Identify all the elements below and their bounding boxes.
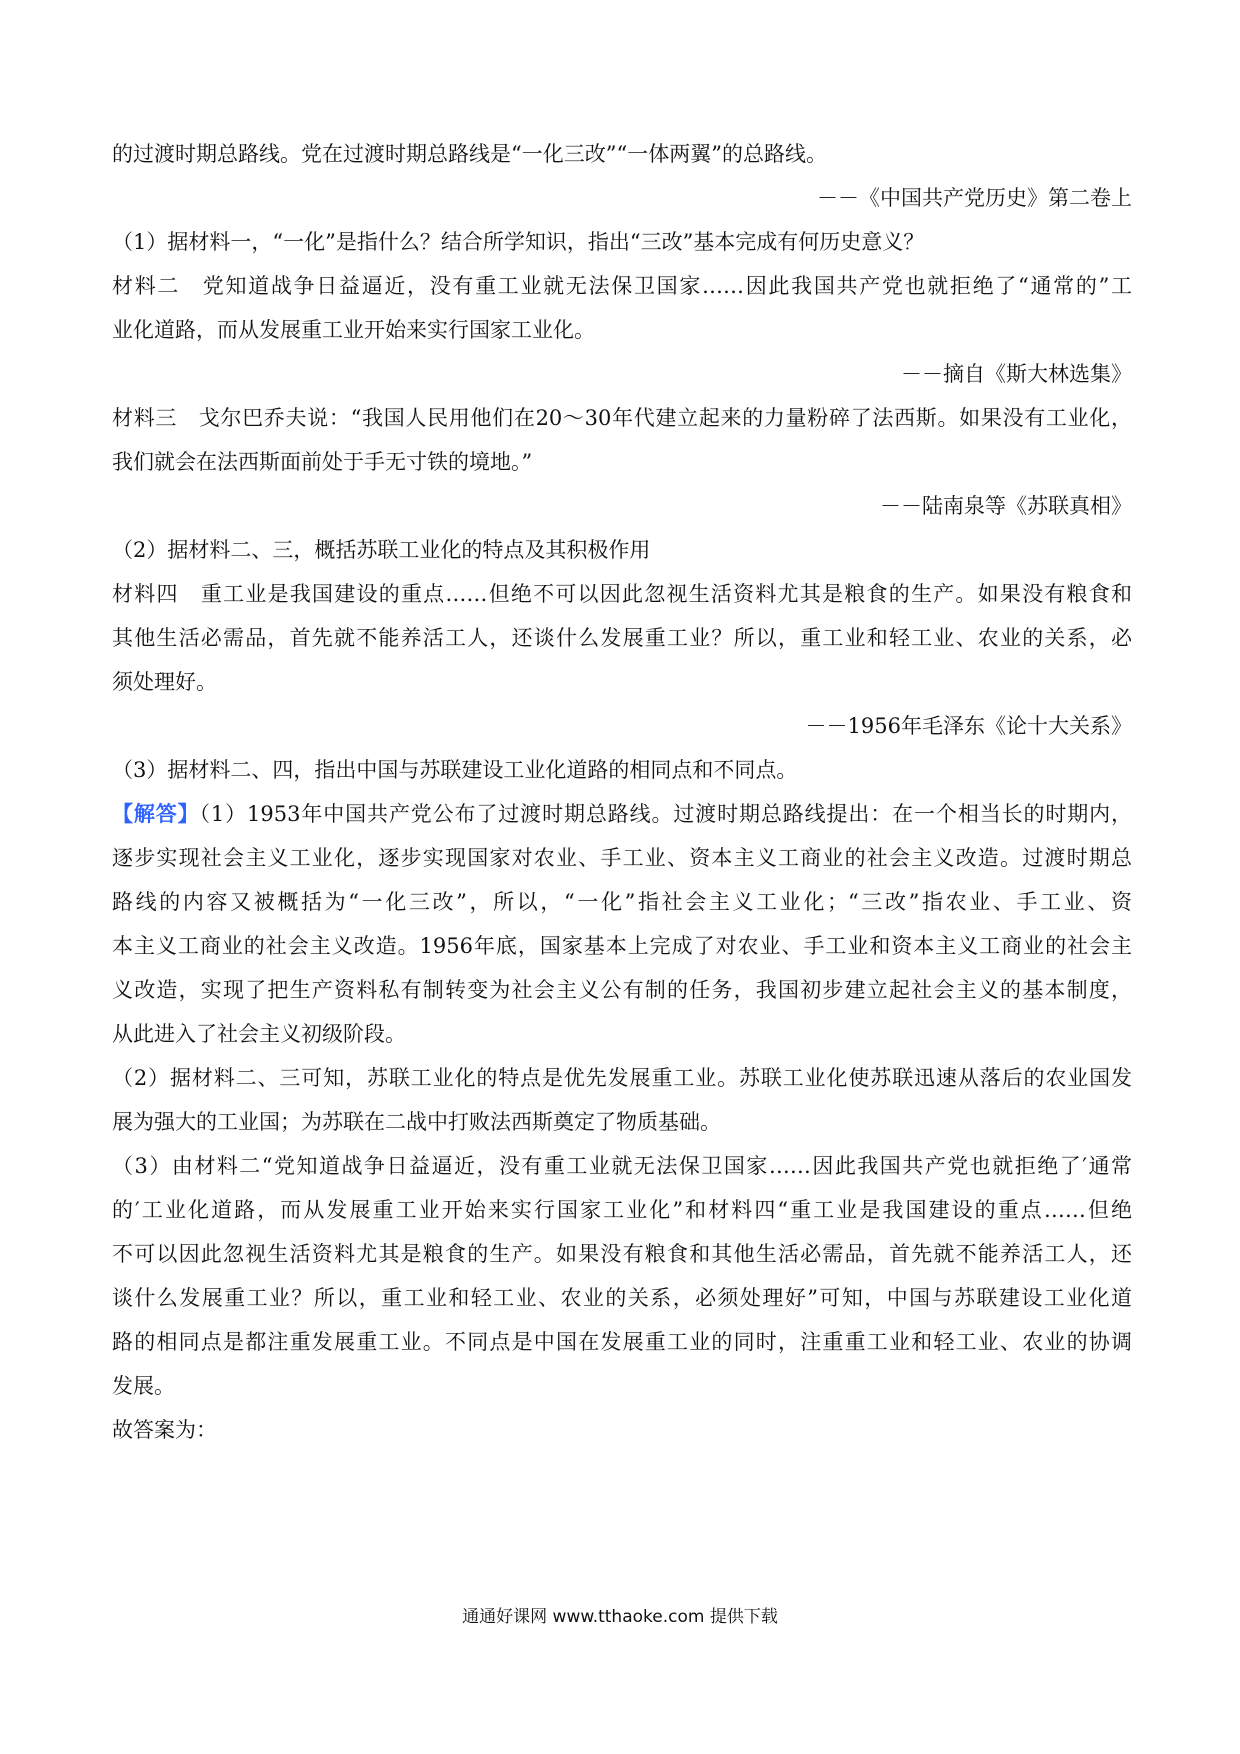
question-3: （3）据材料二、四，指出中国与苏联建设工业化道路的相同点和不同点。 — [112, 758, 798, 782]
answer-text: （1）1953年中国共产党公布了过渡时期总路线。过渡时期总路线提出：在一个相当长的时期内， — [199, 802, 1132, 826]
source-citation: －－《中国共产党历史》第二卷上 — [817, 186, 1132, 210]
answer-line: 从此进入了社会主义初级阶段。 — [112, 1022, 406, 1046]
answer-line: 不可以因此忽视生活资料尤其是粮食的生产。如果没有粮食和其他生活必需品，首先就不能养活工人，还 — [112, 1242, 1132, 1266]
answer-line: 的′工业化道路，而从发展重工业开始来实行国家工业化”和材料四“重工业是我国建设的重点……但绝 — [112, 1198, 1132, 1222]
source-citation: －－陆南泉等《苏联真相》 — [880, 494, 1132, 518]
answer-line: （3）由材料二“党知道战争日益逼近，没有重工业就无法保卫国家……因此我国共产党也就拒绝了′通常 — [112, 1154, 1132, 1178]
answer-line: 谈什么发展重工业？所以，重工业和轻工业、农业的关系，必须处理好”可知，中国与苏联建设工业化道 — [112, 1286, 1132, 1310]
answer-tag: 【解答】 — [112, 801, 200, 826]
answer-line: 路线的内容又被概括为“一化三改”，所以，“一化”指社会主义工业化；“三改”指农业、手工业、资 — [112, 890, 1132, 914]
material-4-line: 须处理好。 — [112, 670, 217, 694]
answer-line: 发展。 — [112, 1374, 175, 1398]
answer-line: 本主义工商业的社会主义改造。1956年底，国家基本上完成了对农业、手工业和资本主义工商业的社会主 — [112, 934, 1132, 958]
question-1: （1）据材料一，“一化”是指什么？结合所学知识，指出“三改”基本完成有何历史意义？ — [112, 230, 925, 254]
answer-line — [112, 800, 1132, 828]
material-2-line: 材料二 党知道战争日益逼近，没有重工业就无法保卫国家……因此我国共产党也就拒绝了“通常的”工 — [112, 274, 1132, 298]
final-answer-label: 故答案为： — [112, 1418, 217, 1442]
source-citation: －－摘自《斯大林选集》 — [901, 362, 1132, 386]
answer-line: （2）据材料二、三可知，苏联工业化的特点是优先发展重工业。苏联工业化使苏联迅速从落后的农业国发 — [112, 1066, 1132, 1090]
answer-line: 展为强大的工业国；为苏联在二战中打败法西斯奠定了物质基础。 — [112, 1110, 721, 1134]
answer-line: 路的相同点是都注重发展重工业。不同点是中国在发展重工业的同时，注重重工业和轻工业、农业的协调 — [112, 1330, 1132, 1354]
material-4-line: 其他生活必需品，首先就不能养活工人，还谈什么发展重工业？所以，重工业和轻工业、农业的关系，必 — [112, 626, 1132, 650]
question-2: （2）据材料二、三，概括苏联工业化的特点及其积极作用 — [112, 538, 651, 562]
footer-text: 通通好课网 www.tthaoke.com 提供下载 — [462, 1607, 778, 1627]
answer-line: 逐步实现社会主义工业化，逐步实现国家对农业、手工业、资本主义工商业的社会主义改造。过渡时期总 — [112, 846, 1132, 870]
material-4-line: 材料四 重工业是我国建设的重点……但绝不可以因此忽视生活资料尤其是粮食的生产。如果没有粮食和 — [112, 582, 1132, 606]
material-3-line: 材料三 戈尔巴乔夫说：“我国人民用他们在20～30年代建立起来的力量粉碎了法西斯。如果没有工业化， — [112, 406, 1132, 430]
material-3-line: 我们就会在法西斯面前处于手无寸铁的境地。” — [112, 450, 533, 474]
source-citation: －－1956年毛泽东《论十大关系》 — [805, 714, 1132, 738]
text-line: 的过渡时期总路线。党在过渡时期总路线是“一化三改”“一体两翼”的总路线。 — [112, 142, 827, 166]
material-2-line: 业化道路，而从发展重工业开始来实行国家工业化。 — [112, 318, 595, 342]
answer-line: 义改造，实现了把生产资料私有制转变为社会主义公有制的任务，我国初步建立起社会主义的基本制度， — [112, 978, 1132, 1002]
